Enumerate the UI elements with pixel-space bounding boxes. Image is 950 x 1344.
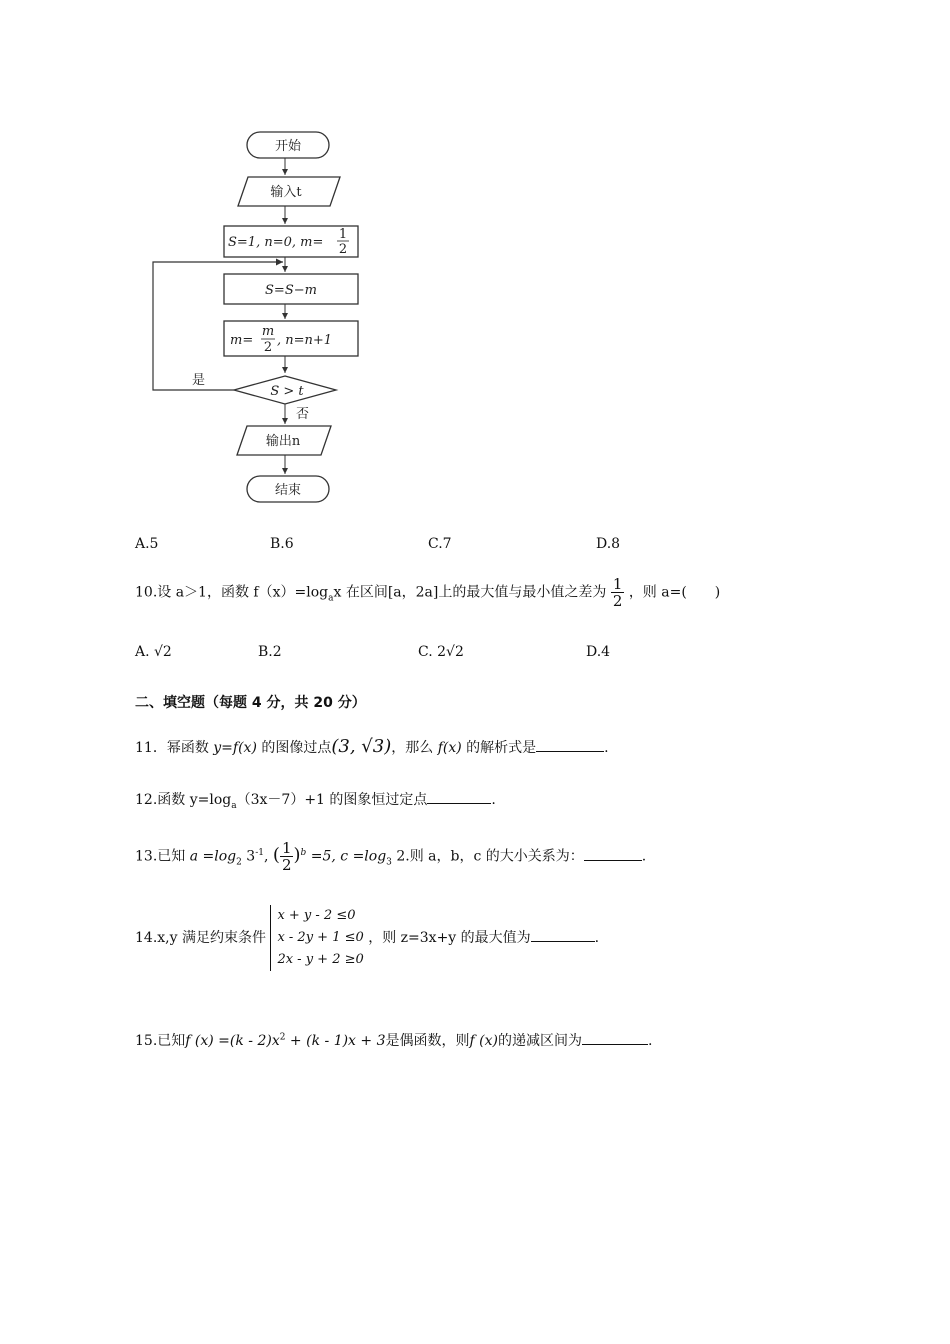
q15-blank <box>582 1030 648 1045</box>
q13-fraction: $\frac{1}{2}$ <box>281 839 292 874</box>
step2-frac-den: 2 <box>263 340 273 355</box>
q9-option-a: A.5 <box>135 536 159 552</box>
question-13: 13.已知 $a =\log_2$ $3^{-1}$, ( $\frac{1}{2}$ )$^b$ =5, $c =\log_3$ 2.则 a，b，c 的大小关系为： . <box>135 839 647 874</box>
start-label: 开始 <box>274 139 302 154</box>
question-12: 12.函数 $y=\log_a(3x-7)+1$ 的图象恒过定点 . <box>135 789 496 811</box>
question-11: 11．幂函数 y=f(x) 的图像过点(3, √3)，那么 f(x) 的解析式是 . <box>135 736 609 757</box>
q10-fraction: $\frac{1}{2}$ <box>612 575 623 610</box>
question-10: 10.设 a＞1，函数 $f(x)=\log_ax$ 在区间[a，2a]上的最大值与最小值之差为 $\frac{1}{2}$ ，则 a=( ) <box>135 575 721 610</box>
no-label: 否 <box>296 407 310 422</box>
q13-blank <box>584 846 642 861</box>
q12-blank <box>427 789 491 804</box>
q10-option-a: A. √2 <box>135 644 172 660</box>
q14-blank <box>531 927 595 942</box>
init-label: S=1, n=0, m= <box>228 235 324 250</box>
question-15: 15.已知f $(x) =(k - 2)x^2 + (k - 1)x + 3$是偶函数，则f (x)的递减区间为 . <box>135 1030 652 1050</box>
end-label: 结束 <box>274 483 302 498</box>
q9-option-d: D.8 <box>596 536 621 552</box>
step2-label-b: , n=n+1 <box>277 333 333 348</box>
constraint-system: x + y - 2 ≤0 x - 2y + 1 ≤0 2x - y + 2 ≥0 <box>270 905 363 971</box>
flowchart <box>140 120 370 510</box>
step2-label-a: m= <box>230 333 254 348</box>
yes-label: 是 <box>192 373 206 388</box>
question-14: 14.x,y 满足约束条件 x + y - 2 ≤0 x - 2y + 1 ≤0 2x - y + 2 ≥0 ，则 z=3x+y 的最大值为 . <box>135 905 599 971</box>
step2-frac-num: m <box>261 324 275 339</box>
q9-option-b: B.6 <box>270 536 294 552</box>
init-frac-num: 1 <box>338 227 348 242</box>
q10-option-d: D.4 <box>586 644 611 660</box>
decision-label: S > t <box>270 384 304 399</box>
q10-option-b: B.2 <box>258 644 282 660</box>
step1-label: S=S−m <box>265 283 317 298</box>
q9-option-c: C.7 <box>428 536 452 552</box>
q11-blank <box>536 737 604 752</box>
flowchart-diagram <box>140 120 370 510</box>
init-frac-den: 2 <box>338 242 348 257</box>
input-label: 输入t <box>270 185 302 200</box>
section-heading: 二、填空题（每题 4 分，共 20 分） <box>135 695 366 711</box>
q10-option-c: C. 2√2 <box>418 644 464 660</box>
output-label: 输出n <box>265 434 301 449</box>
